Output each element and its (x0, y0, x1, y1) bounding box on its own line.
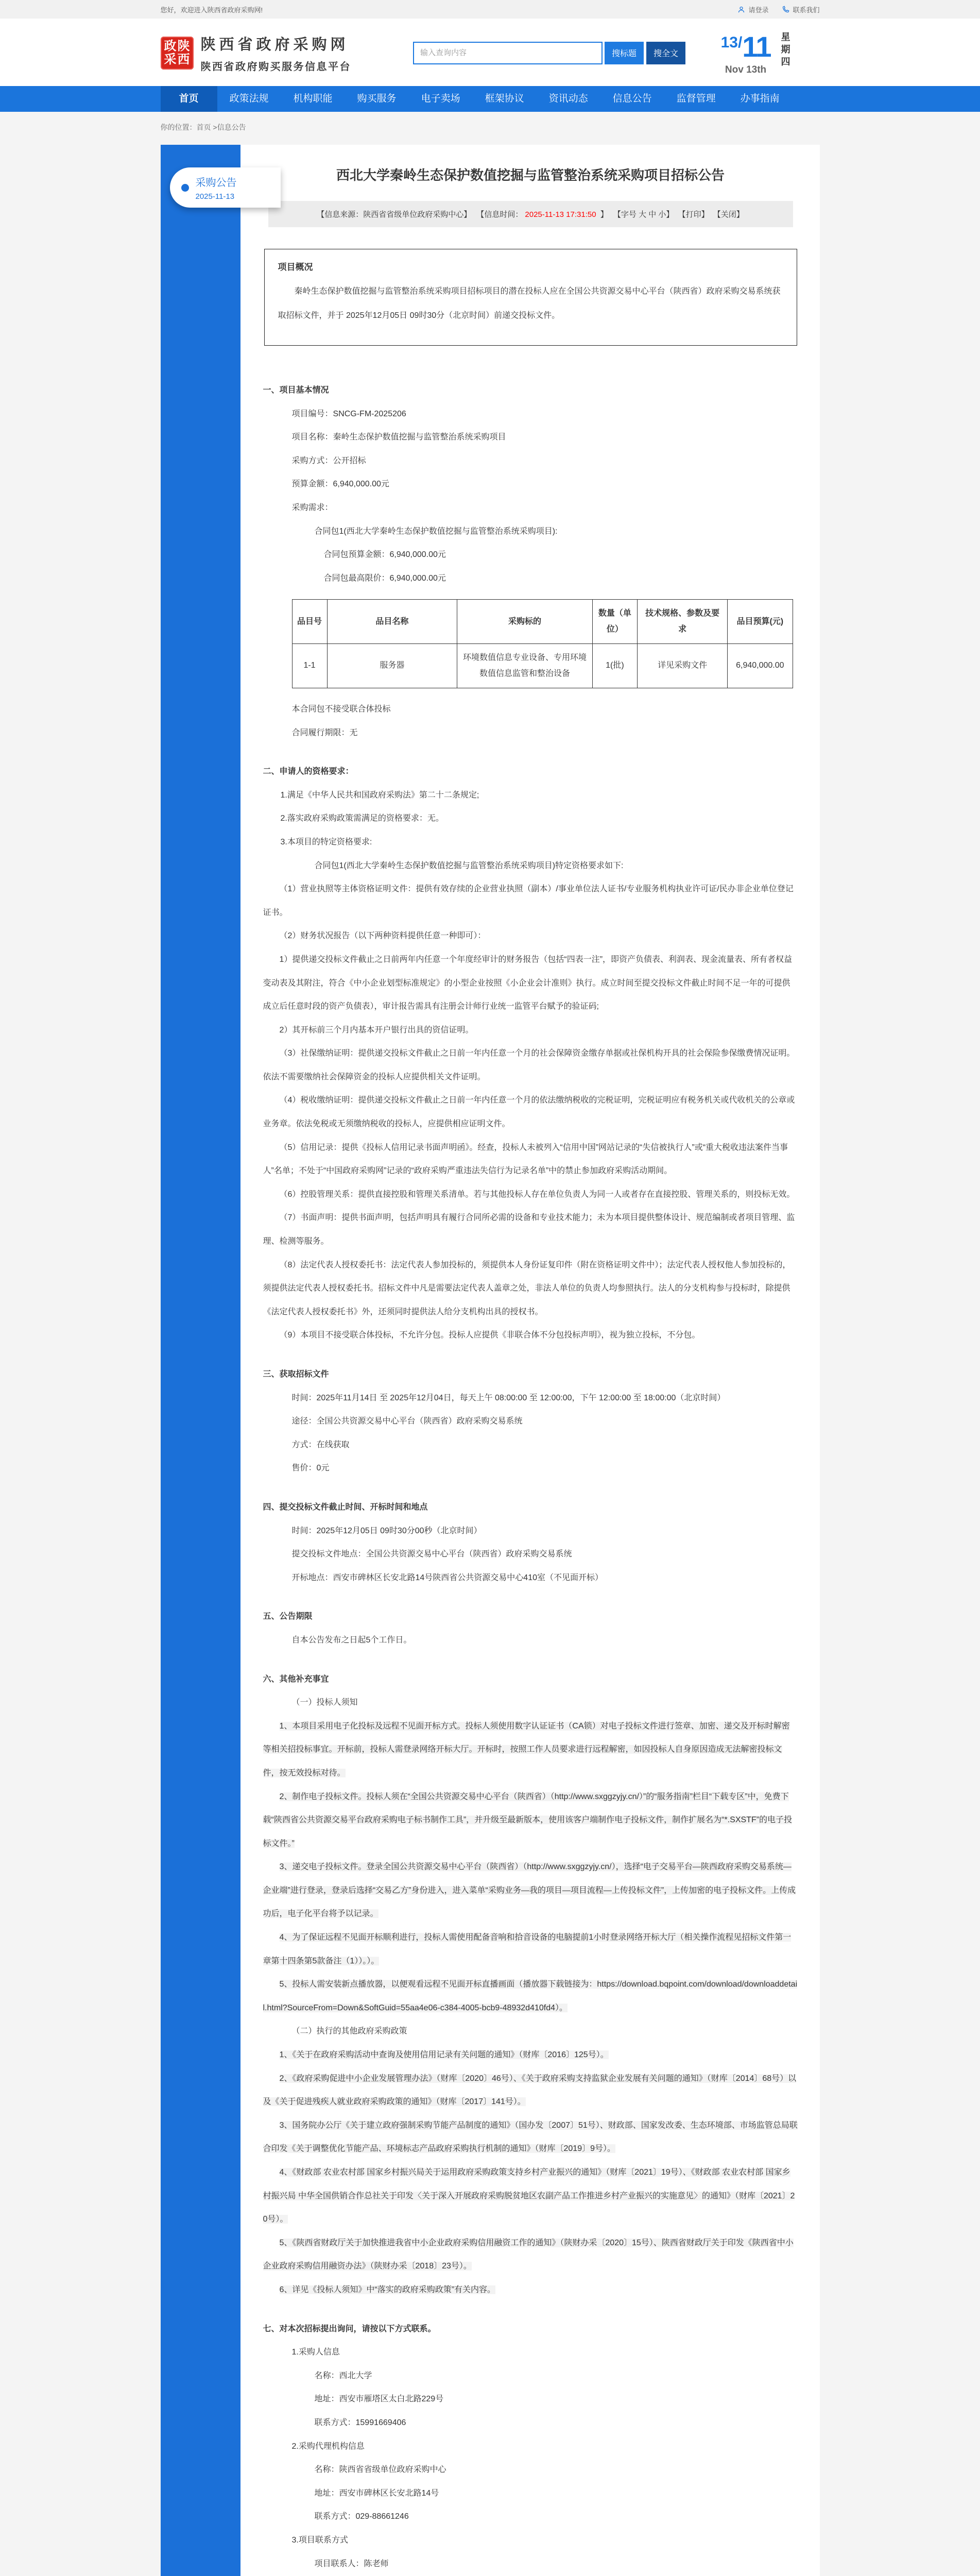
table-cell: 6,940,000.00 (728, 644, 793, 688)
content-paragraph: 自本公告发布之日起5个工作日。 (291, 1635, 412, 1645)
search-title-button[interactable]: 搜标题 (605, 42, 644, 64)
content-paragraph: 3、递交电子投标文件。登录全国公共资源交易中心平台（陕西省）（http://www.sxggzyjy.cn/），选择“电子交易平台—陕西政府采购交易系统—企业端”进行登录，登录后选择“交易乙方”身份进入，进入菜单“采购业务—我的项目—项目流程—上传投标文件”，上传加密的电子投标文件。上传成功后，电子化平台将予以记录。 (263, 1862, 796, 1919)
content-paragraph: 途径：全国公共资源交易中心平台（陕西省）政府采购交易系统 (291, 1417, 523, 1426)
breadcrumb-current-link[interactable]: 信息公告 (217, 123, 246, 131)
table-cell: 环境数值信息专业设备、专用环境数值信息监管和整治设备 (457, 644, 592, 688)
category-card[interactable] (170, 167, 281, 208)
breadcrumb: 你的位置：首页 >信息公告 (160, 123, 246, 131)
content-paragraph: 本合同包不接受联合体投标 (291, 704, 391, 714)
close-button[interactable]: 【关闭】 (713, 210, 744, 219)
main-content-card (161, 145, 820, 2576)
nav-item-3[interactable]: 购买服务 (357, 93, 397, 104)
content-paragraph: 方式：在线获取 (291, 1440, 350, 1449)
content-paragraph: 合同包预算金额：6,940,000.00元 (323, 550, 446, 560)
search-fulltext-button[interactable]: 搜全文 (646, 42, 685, 64)
content-paragraph: 项目编号：SNCG-FM-2025206 (291, 409, 406, 418)
section-heading: 四、提交投标文件截止时间、开标时间和地点 (263, 1502, 428, 1512)
fontsize-control[interactable]: 【字号 大 中 小】 (613, 210, 674, 219)
content-paragraph: 地址：西安市雁塔区太白北路229号 (314, 2395, 444, 2404)
nav-item-8[interactable]: 监督管理 (676, 93, 716, 104)
content-paragraph: （6）控股管理关系：提供直接控股和管理关系清单。若与其他投标人存在单位负责人为同一人或者存在直接控股、管理关系的，则投标无效。 (279, 1190, 795, 1199)
content-paragraph: 售价：0元 (291, 1464, 330, 1473)
user-icon (737, 6, 745, 13)
section-heading: 七、对本次招标提出询问，请按以下方式联系。 (263, 2324, 436, 2333)
content-paragraph: （4）税收缴纳证明：提供递交投标文件截止之日前一年内任意一个月的依法缴纳税收的完税证明，完税证明应有税务机关或代收机关的公章或业务章。依法免税或无须缴纳税收的投标人，应提供相应证明文件。 (263, 1096, 795, 1129)
category-dot-icon (181, 184, 189, 192)
content-paragraph: 合同包1(西北大学秦岭生态保护数值挖掘与监管整治系统采购项目): (314, 527, 558, 536)
spec-table-header: 采购标的 (457, 600, 592, 644)
content-paragraph: （二）执行的其他政府采购政策 (291, 2027, 407, 2036)
content-paragraph: 预算金额：6,940,000.00元 (291, 480, 389, 489)
content-paragraph: （3）社保缴纳证明：提供递交投标文件截止之日前一年内任意一个月的社会保障资金缴存单据或社保机构开具的社会保险参保缴费情况证明。依法不需要缴纳社会保障资金的投标人应提供相关文件证明。 (263, 1049, 795, 1081)
nav-item-7[interactable]: 信息公告 (612, 93, 652, 104)
content-paragraph: （8）法定代表人授权委托书：法定代表人参加投标的，须提供本人身份证复印件（附在资格证明文件中）；法定代表人授权他人参加投标的，须提供法定代表人授权委托书。招标文件中凡是需要法定代表人盖章之处，非法人单位的负责人均参照执行。法人的分支机构参与投标时，除提供《法定代表人授权委托书》外，还须同时提供法人给分支机构出具的授权书。 (263, 1260, 791, 1316)
content-paragraph: 1）提供递交投标文件截止之日前两年内任意一个年度经审计的财务报告（包括“四表一注”，即资产负债表、利润表、现金流量表、所有者权益变动表及其附注，符合《中小企业划型标准规定》的小型企业按照《小企业会计准则》执行。成立时间至提交投标文件截止时间不足一年的可提供成立后任意时段的资产负债表），审计报告需具有注册会计师行业统一监管平台赋予的验证码; (263, 955, 793, 1011)
section-heading: 五、公告期限 (263, 1612, 313, 1621)
content-paragraph (263, 2575, 798, 2576)
content-paragraph: 5、《陕西省财政厅关于加快推进我省中小企业政府采购信用融资工作的通知》（陕财办采〔2020〕15号）、陕西省财政厅关于印发《陕西省中小企业政府采购信用融资办法》（陕财办采〔2018〕23号）。 (263, 2238, 794, 2271)
date-widget: 13/11 Nov 13th 星期四 (721, 30, 820, 76)
site-title: 陕西省政府采购网 (200, 36, 349, 53)
content-paragraph: 项目名称：秦岭生态保护数值挖掘与监管整治系统采购项目 (291, 433, 506, 442)
nav-item-6[interactable]: 资讯动态 (548, 93, 588, 104)
project-overview-box (264, 249, 797, 346)
content-paragraph: 6、详见《投标人须知》中“落实的政府采购政策”有关内容。 (279, 2285, 496, 2294)
spec-table (292, 599, 793, 688)
nav-item-0[interactable]: 首页 (161, 86, 217, 112)
site-subtitle: 陕西省政府购买服务信息平台 (200, 61, 351, 73)
content-paragraph: 提交投标文件地点：全国公共资源交易中心平台（陕西省）政府采购交易系统 (291, 1550, 572, 1559)
section-heading: 六、其他补充事宜 (263, 1674, 329, 1684)
overview-text: 秦岭生态保护数值挖掘与监管整治系统采购项目招标项目的潜在投标人应在全国公共资源交易中心平台（陕西省）政府采购交易系统获取招标文件，并于 2025年12月05日 09时30分（北京时间）前递交投标文件。 (278, 287, 781, 320)
top-utility-bar (0, 0, 980, 19)
content-paragraph: 采购方式：公开招标 (291, 456, 366, 465)
info-time: 【信息时间： 2025-11-13 17:31:50 】 (476, 210, 608, 219)
content-paragraph: 采购需求： (291, 503, 333, 513)
content-paragraph: 项目联系人：陈老师 (314, 2559, 389, 2568)
nav-item-2[interactable]: 机构职能 (293, 93, 333, 104)
spec-table-header: 品目预算(元) (728, 600, 793, 644)
section-heading: 一、项目基本情况 (263, 386, 329, 395)
spec-table-header: 品目号 (292, 600, 327, 644)
section-heading: 二、申请人的资格要求： (263, 767, 354, 776)
nav-item-5[interactable]: 框架协议 (485, 93, 524, 104)
category-label: 采购公告 (195, 177, 237, 189)
nav-item-4[interactable]: 电子卖场 (421, 93, 460, 104)
site-header (0, 19, 980, 86)
table-cell: 1(批) (592, 644, 637, 688)
content-paragraph: 4、《财政部 农业农村部 国家乡村振兴局关于运用政府采购政策支持乡村产业振兴的通知》（财库〔2021〕19号）、《财政部 农业农村部 国家乡村振兴局 中华全国供销合作总社关于印发〈关于深入开展政府采购脱贫地区农副产品工作推进乡村产业振兴的实施意见〉的通知》（财库〔2021〕20号）。 (263, 2168, 795, 2224)
content-paragraph: （7）书面声明：提供书面声明，包括声明具有履行合同所必需的设备和专业技术能力；未为本项目提供整体设计、规范编制或者项目管理、监理、检测等服务。 (263, 1213, 795, 1246)
content-paragraph: 名称：陕西省省级单位政府采购中心 (314, 2465, 446, 2475)
table-cell: 服务器 (327, 644, 457, 688)
content-paragraph: 4、为了保证远程不见面开标顺利进行，投标人需使用配备音响和拾音设备的电脑提前1小时登录网络开标大厅（相关操作流程见招标文件第一章第十四条第5款备注（1））。）。 (263, 1933, 792, 1965)
nav-item-1[interactable]: 政策法规 (229, 93, 269, 104)
content-paragraph: 时间：2025年11月14日 至 2025年12月04日，每天上午 08:00:00 至 12:00:00，下午 12:00:00 至 18:00:00（北京时间） (291, 1393, 726, 1402)
content-paragraph: 1.满足《中华人民共和国政府采购法》第二十二条规定; (280, 790, 479, 800)
info-source: 【信息来源：陕西省省级单位政府采购中心】 (317, 210, 472, 219)
content-paragraph: （一）投标人须知 (291, 1698, 358, 1707)
content-paragraph: 2、制作电子投标文件。投标人须在“全国公共资源交易中心平台（陕西省）（http://www.sxggzyjy.cn/）”的“服务指南”栏目“下载专区”中，免费下载“陕西省公共资源交易平台政府采购电子标书制作工具”，并升级至最新版本，使用该客户端制作电子投标文件，制作扩展名为“*.SXSTF”的电子投标文件。” (263, 1792, 793, 1848)
article-content (240, 145, 820, 2576)
content-paragraph: 地址：西安市碑林区长安北路14号 (314, 2488, 439, 2498)
section-heading: 三、获取招标文件 (263, 1370, 329, 1379)
category-date: 2025-11-13 (195, 192, 235, 201)
phone-icon (782, 6, 789, 13)
content-paragraph: （5）信用记录：提供《投标人信用记录书面声明函》。经查，投标人未被列入“信用中国”网站记录的“失信被执行人”或“重大税收违法案件当事人”名单；不处于“中国政府采购网”记录的“政府采购严重违法失信行为记录名单”中的禁止参加政府采购活动期间。 (263, 1143, 788, 1176)
weekday-label: 星期四 (780, 32, 790, 69)
content-paragraph: 合同履行期限：无 (291, 728, 358, 737)
content-paragraph: 开标地点：西安市碑林区长安北路14号陕西省公共资源交易中心410室（不见面开标） (291, 1573, 603, 1582)
breadcrumb-home-link[interactable]: 首页 (196, 123, 211, 131)
content-paragraph: 联系方式：029-88661246 (314, 2512, 409, 2521)
content-paragraph: 3.本项目的特定资格要求: (280, 837, 372, 846)
overview-heading: 项目概况 (278, 262, 313, 272)
content-paragraph: 2.落实政府采购政策需满足的资格要求：无。 (280, 814, 444, 823)
content-paragraph: 2、《政府采购促进中小企业发展管理办法》（财库〔2020〕46号）、《关于政府采购支持监狱企业发展有关问题的通知》（财库〔2014〕68号）以及《关于促进残疾人就业政府采购政策的通知》（财库〔2017〕141号）。 (263, 2074, 797, 2107)
welcome-text: 您好，欢迎进入陕西省政府采购网! (160, 6, 263, 14)
content-paragraph: （2）财务状况报告（以下两种资料提供任意一种即可）： (279, 931, 486, 941)
content-paragraph: 合同包1(西北大学秦岭生态保护数值挖掘与监管整治系统采购项目)特定资格要求如下: (314, 861, 624, 870)
content-paragraph: （9）本项目不接受联合体投标，不允许分包。投标人应提供《非联合体不分包投标声明》，视为独立投标，不分包。 (279, 1331, 700, 1340)
table-cell: 1-1 (292, 644, 327, 688)
content-paragraph: 1、本项目采用电子化投标及远程不见面开标方式。投标人须使用数字认证证书（CA锁）对电子投标文件进行签章、加密、递交及开标时解密等相关招投标事宜。开标前，投标人需登录网络开标大厅。开标时，按照工作人员要求进行远程解密，如因投标人自身原因造成无法解密投标文件，按无效投标对待。 (263, 1721, 790, 1777)
search-input[interactable] (413, 42, 603, 64)
article-meta-bar (268, 201, 793, 227)
spec-table-header: 技术规格、参数及要求 (638, 600, 728, 644)
category-sidebar (161, 145, 240, 2576)
content-paragraph: 联系方式：15991669406 (314, 2418, 406, 2427)
content-paragraph: 1.采购人信息 (291, 2348, 340, 2357)
nav-item-9[interactable]: 办事指南 (740, 93, 780, 104)
main-nav (0, 86, 980, 112)
table-row (292, 644, 793, 688)
spec-table-header: 数量（单位） (592, 600, 637, 644)
spec-table-header: 品目名称 (327, 600, 457, 644)
table-cell: 详见采购文件 (638, 644, 728, 688)
site-logo: 政 陕 采 西 (161, 37, 194, 70)
content-paragraph: （1）营业执照等主体资格证明文件：提供有效存续的企业营业执照（副本）/事业单位法人证书/专业服务机构执业许可证/民办非企业单位登记证书。 (263, 885, 794, 917)
content-paragraph: 3、国务院办公厅《关于建立政府强制采购节能产品制度的通知》（国办发〔2007〕51号）、财政部、国家发改委、生态环境部、市场监管总局联合印发《关于调整优化节能产品、环境标志产品政府采购执行机制的通知》（财库〔2019〕9号）。 (263, 2121, 798, 2154)
content-paragraph: 3.项目联系方式 (291, 2535, 348, 2545)
print-button[interactable]: 【打印】 (678, 210, 709, 219)
content-paragraph: 5、投标人需安装新点播放器，以便观看远程不见面开标直播画面（播放器下载链接为：https://download.bqpoint.com/download/downloaddetail.html?SourceFrom=Down&SoftGuid=55aa4e06-c384-4005-bcb9-48932d410fd4）。 (263, 1980, 798, 2012)
content-paragraph: 合同包最高限价：6,940,000.00元 (323, 573, 446, 583)
content-paragraph: 1、《关于在政府采购活动中查询及使用信用记录有关问题的通知》（财库〔2016〕125号）。 (279, 2050, 609, 2060)
content-paragraph: 2.采购代理机构信息 (291, 2442, 365, 2451)
content-paragraph: 2）其开标前三个月内基本开户银行出具的资信证明。 (279, 1025, 474, 1035)
article-body (263, 363, 798, 2576)
content-paragraph: 名称：西北大学 (314, 2371, 372, 2380)
content-paragraph: 时间：2025年12月05日 09时30分00秒（北京时间） (291, 1526, 482, 1535)
search-bar (413, 42, 685, 64)
page-title: 西北大学秦岭生态保护数值挖掘与监管整治系统采购项目招标公告 (336, 167, 725, 183)
login-link[interactable]: 请登录 (737, 5, 768, 14)
contact-link[interactable]: 联系我们 (782, 5, 819, 14)
